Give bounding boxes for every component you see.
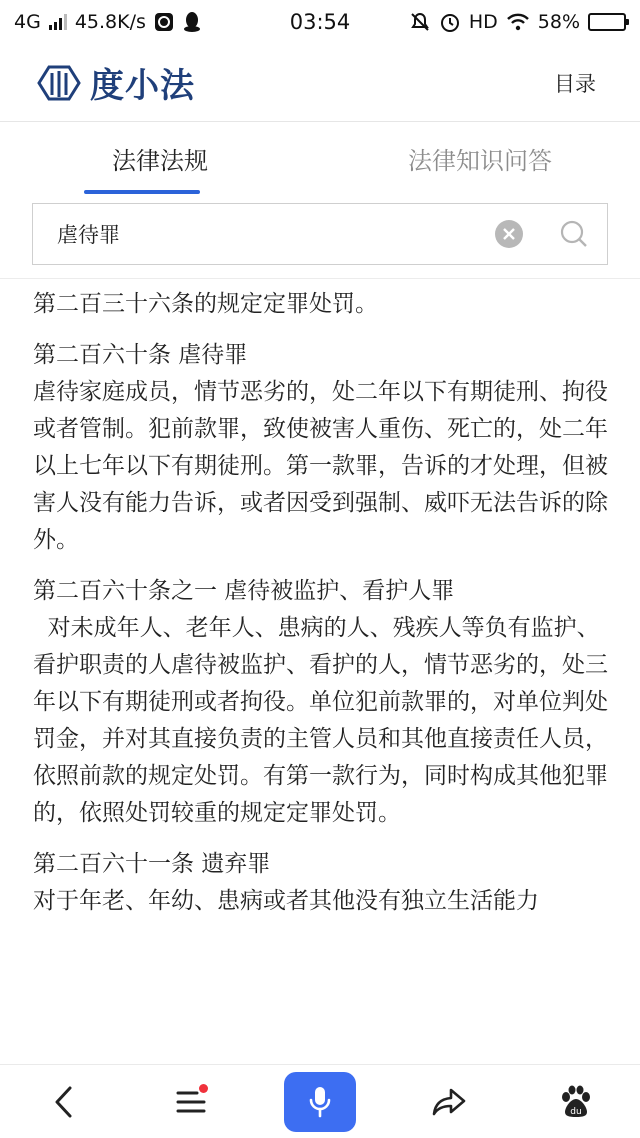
paragraph-continued: 第二百三十六条的规定定罪处罚。 [33,291,378,317]
status-time: 03:54 [289,10,351,34]
notification-dot [199,1084,208,1093]
article-260-1-title: 第二百六十条之一 虐待被监护、看护人罪 [33,578,455,604]
divider [0,278,640,279]
menu-button[interactable] [156,1072,226,1132]
share-button[interactable] [414,1072,484,1132]
mute-bell-icon [409,11,431,33]
signal-icon [49,14,67,30]
bottom-toolbar [0,1064,640,1138]
clear-button[interactable] [495,220,523,248]
logo-text: 度小法 [90,66,195,106]
article-261-title: 第二百六十一条 遗弃罪 [33,851,271,877]
article-261-body: 对于年老、年幼、患病或者其他没有独立生活能力 [33,888,539,914]
search-input[interactable] [57,222,495,246]
back-button[interactable] [29,1072,99,1132]
tab-legal-qa-label: 法律知识问答 [408,146,552,175]
app-header [0,44,640,122]
network-type: 4G [14,11,41,33]
baidu-paw-icon [558,1084,594,1120]
qq-icon [182,11,202,33]
tab-laws-label: 法律法规 [112,146,208,175]
catalog-link[interactable]: 目录 [554,71,596,96]
status-right [409,11,626,33]
voice-search-button[interactable] [284,1072,356,1132]
close-icon [502,227,516,241]
status-bar [0,0,640,44]
hd-label: HD [468,11,498,33]
search-box [32,203,608,265]
article-260-title: 第二百六十条 虐待罪 [33,342,248,368]
battery-icon [588,13,626,31]
status-left [14,11,202,33]
law-content [33,286,613,1064]
tab-laws[interactable] [0,122,320,194]
alarm-icon [439,11,461,33]
tab-bar [0,122,640,194]
search-button[interactable] [559,219,589,249]
battery-percent: 58% [537,11,580,33]
article-260-1-body: 对未成年人、老年人、患病的人、残疾人等负有监护、看护职责的人虐待被监护、看护的人，情节恶劣的，处三年以下有期徒刑或者拘役。单位犯前款罪的，对单位判处罚金，并对其直接负责的主管人员和其他直接责任人员，依照前款的规定处罚。有第一款行为，同时构成其他犯罪的，依照处罚较重的规定定罪处罚。 [33,615,608,826]
chevron-left-icon [52,1085,76,1119]
microphone-icon [306,1084,334,1120]
active-tab-indicator [84,190,200,194]
search-icon [559,219,589,249]
hd-badge-icon [154,12,174,32]
share-icon [431,1087,467,1117]
article-260-body: 虐待家庭成员，情节恶劣的，处二年以下有期徒刑、拘役或者管制。犯前款罪，致使被害人重伤、死亡的，处二年以上七年以下有期徒刑。第一款罪，告诉的才处理，但被害人没有能力告诉，或者因受到强制、威吓无法告诉的除外。 [33,379,608,553]
logo-icon [36,63,82,103]
baidu-button[interactable] [541,1072,611,1132]
wifi-icon [506,13,530,31]
svg-text:du: du [570,1106,582,1117]
network-speed: 45.8K/s [74,11,146,33]
logo[interactable] [36,58,195,107]
tab-legal-qa[interactable] [320,122,640,194]
